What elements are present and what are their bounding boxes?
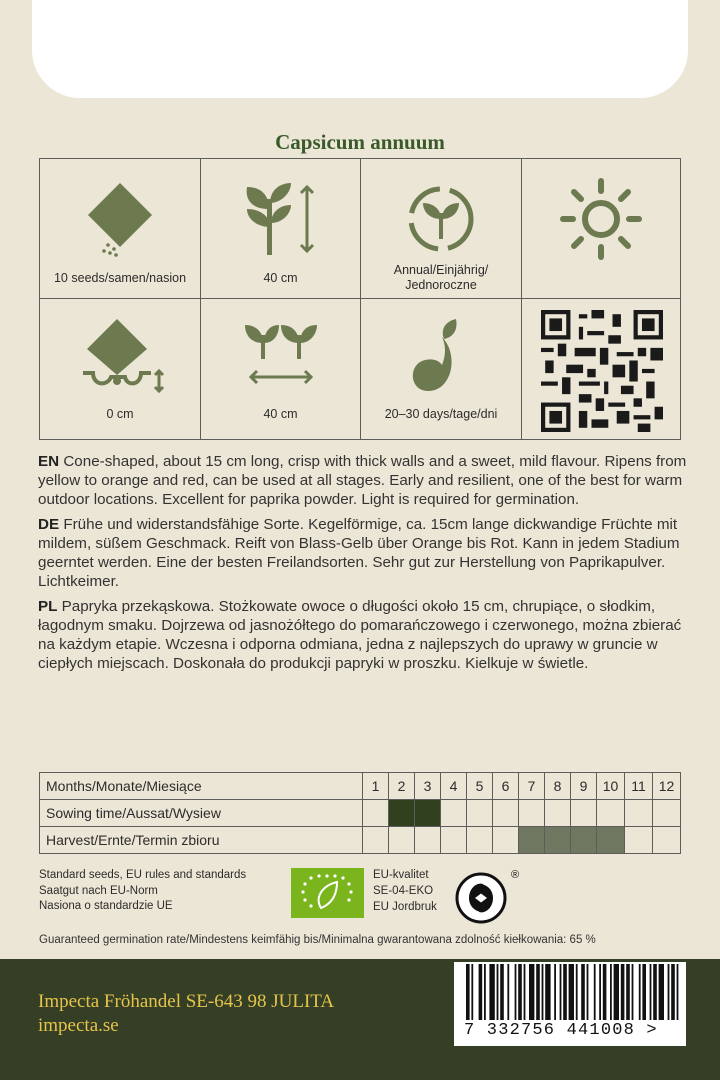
- harvest-cell: [493, 827, 519, 854]
- barcode-bar: [560, 964, 562, 1020]
- barcode-bar: [594, 964, 596, 1020]
- cell-spacing: [201, 299, 361, 439]
- month-cell: 2: [389, 773, 415, 800]
- green-dot-recycling-icon: [455, 866, 519, 924]
- sowing-cell: [389, 800, 415, 827]
- barcode-bar: [471, 964, 473, 1020]
- barcode-bar: [610, 964, 612, 1020]
- description-en: [38, 452, 688, 509]
- eko-line: SE-04-EKO: [373, 885, 434, 897]
- month-calendar: [39, 772, 681, 854]
- barcode-bar: [484, 964, 486, 1020]
- sowing-cell: [653, 800, 681, 827]
- barcode-bar: [536, 964, 540, 1020]
- barcode-bar: [529, 964, 534, 1020]
- month-cell: 7: [519, 773, 545, 800]
- lang-tag-de: DE: [38, 516, 60, 533]
- month-cell: 12: [653, 773, 681, 800]
- month-cell: 1: [363, 773, 389, 800]
- sowing-label: Sowing time/Aussat/Wysiew: [40, 800, 363, 827]
- harvest-cell: [415, 827, 441, 854]
- barcode-bar: [576, 964, 578, 1020]
- description-de-text: Frühe und widerstandsfähige Sorte. Kegelförmige, ca. 15cm lange dickwandige Früchte mit mildem, süßem Geschmack. Reift von Blass-Gelb über Orange bis Rot. Kann in jedem Stadium geerntet werden. Eine der besten Freilandsorten. Sehr gut zur Herstellung von Paprikapulver. Lichtkeimer.: [38, 516, 680, 590]
- barcode-bar: [587, 964, 589, 1020]
- species-name: Capsicum annuum: [275, 130, 445, 154]
- month-cell: 6: [493, 773, 519, 800]
- harvest-cell: [389, 827, 415, 854]
- harvest-cell: [653, 827, 681, 854]
- cell-seeds: [40, 159, 201, 299]
- sowing-depth-icon: [75, 315, 165, 395]
- barcode-bar: [639, 964, 641, 1020]
- barcode-bar: [632, 964, 634, 1020]
- seed-standards: [39, 868, 246, 915]
- barcode-bar: [581, 964, 585, 1020]
- barcode-bar: [642, 964, 646, 1020]
- barcode-bar: [515, 964, 517, 1020]
- barcode-bar: [621, 964, 625, 1020]
- barcode-bar: [659, 964, 664, 1020]
- sowing-cell: [415, 800, 441, 827]
- barcode-bar: [569, 964, 574, 1020]
- barcode-bar: [542, 964, 544, 1020]
- plant-spacing-icon: [239, 321, 323, 391]
- barcode-bar: [671, 964, 675, 1020]
- eko-line: EU-kvalitet: [373, 869, 429, 881]
- seed-packet-icon: [80, 179, 160, 259]
- depth-caption: 0 cm: [106, 407, 134, 421]
- month-cell: 5: [467, 773, 493, 800]
- month-cell: 10: [597, 773, 625, 800]
- qr-code-icon[interactable]: [541, 310, 663, 432]
- barcode-digits: 7 332756 441008 >: [464, 1021, 658, 1040]
- eu-organic-leaf-icon: [291, 868, 364, 918]
- barcode-bar: [500, 964, 504, 1020]
- sowing-cell: [545, 800, 571, 827]
- cell-depth: [40, 299, 201, 439]
- sowing-cell: [467, 800, 493, 827]
- barcode-bar: [479, 964, 483, 1020]
- harvest-cell: [519, 827, 545, 854]
- company-address: Impecta Fröhandel SE-643 98 JULITA: [38, 991, 335, 1012]
- description-pl: [38, 597, 688, 673]
- barcode-bar: [614, 964, 619, 1020]
- description-block: [38, 452, 688, 679]
- cell-sun: [522, 159, 680, 299]
- barcode-bar: [507, 964, 509, 1020]
- lang-tag-pl: PL: [38, 598, 58, 615]
- harvest-cell: [545, 827, 571, 854]
- barcode-bar: [518, 964, 522, 1020]
- harvest-cell: [625, 827, 653, 854]
- harvest-label: Harvest/Ernte/Termin zbioru: [40, 827, 363, 854]
- standards-line: Saatgut nach EU-Norm: [39, 884, 158, 897]
- eko-line: EU Jordbruk: [373, 901, 437, 913]
- cell-lifecycle: [361, 159, 522, 299]
- sowing-cell: [493, 800, 519, 827]
- barcode-bar: [466, 964, 470, 1020]
- barcode-bar: [524, 964, 526, 1020]
- spacing-caption: 40 cm: [263, 407, 298, 421]
- calendar-header-row: [40, 773, 681, 800]
- sowing-cell: [571, 800, 597, 827]
- company-website[interactable]: impecta.se: [38, 1015, 119, 1036]
- annual-cycle-icon: [401, 179, 481, 259]
- organic-certification: [373, 867, 437, 915]
- barcode-bar: [626, 964, 630, 1020]
- sun-icon: [559, 177, 643, 261]
- sowing-cell: [363, 800, 389, 827]
- standards-line: Nasiona o standardzie UE: [39, 900, 173, 912]
- month-cell: 11: [625, 773, 653, 800]
- seeds-caption: 10 seeds/samen/nasion: [53, 271, 187, 285]
- germination-caption: 20–30 days/tage/dni: [384, 407, 498, 421]
- standards-line: Standard seeds, EU rules and standards: [39, 869, 247, 881]
- barcode-bar: [554, 964, 556, 1020]
- barcode-bar: [545, 964, 550, 1020]
- months-header-label: Months/Monate/Miesiące: [40, 773, 363, 800]
- plant-height-icon: [241, 179, 321, 259]
- sowing-cell: [597, 800, 625, 827]
- sowing-cell: [519, 800, 545, 827]
- description-pl-text: Papryka przekąskowa. Stożkowate owoce o długości około 15 cm, chrupiące, o słodkim, łagodnym smaku. Dojrzewa od jasnożółtego do pomarańczowego i czerwonego, można zbierać na każdym etapie. Wczesna i odporna odmiana, jedna z najlepszych do uprawy w gruncie w ciepłych miejscach. Doskonała do produkcji papryki w proszku. Kielkuje w świetle.: [38, 598, 682, 672]
- registered-mark: ®: [511, 869, 519, 881]
- harvest-cell: [597, 827, 625, 854]
- sowing-cell: [625, 800, 653, 827]
- germination-icon: [406, 315, 476, 395]
- month-cell: 4: [441, 773, 467, 800]
- barcode-bar: [668, 964, 670, 1020]
- harvest-cell: [363, 827, 389, 854]
- sowing-cell: [441, 800, 467, 827]
- description-en-text: Cone-shaped, about 15 cm long, crisp with thick walls and a sweet, mild flavour. Ripens from yellow to orange and red, can be used at all stages. Early and resilient, one of the best for warm outdoor locations. Excellent for paprika powder. Light is required for germination.: [38, 453, 687, 508]
- sowing-row: [40, 800, 681, 827]
- barcode-bar: [599, 964, 601, 1020]
- barcode-bar: [650, 964, 652, 1020]
- month-cell: 8: [545, 773, 571, 800]
- barcode-bar: [603, 964, 607, 1020]
- month-cell: 3: [415, 773, 441, 800]
- hang-hole-cutout: [32, 0, 688, 98]
- harvest-cell: [467, 827, 493, 854]
- barcode-bar: [489, 964, 494, 1020]
- barcode-bar: [563, 964, 567, 1020]
- cell-germination: [361, 299, 522, 439]
- harvest-cell: [441, 827, 467, 854]
- barcode-bar: [653, 964, 657, 1020]
- company-info: [38, 990, 334, 1038]
- germination-rate: Guaranteed germination rate/Mindestens keimfähig bis/Minimalna gwarantowana zdolność kiełkowania: 65 %: [39, 934, 596, 946]
- lang-tag-en: EN: [38, 453, 60, 470]
- month-cell: 9: [571, 773, 597, 800]
- barcode-bar: [497, 964, 499, 1020]
- description-de: [38, 515, 688, 591]
- lifecycle-caption: Annual/Einjährig/ Jednoroczne: [393, 263, 489, 292]
- height-caption: 40 cm: [263, 271, 298, 285]
- barcode-bar: [677, 964, 679, 1020]
- barcode-bars: [454, 964, 686, 1020]
- harvest-cell: [571, 827, 597, 854]
- harvest-row: [40, 827, 681, 854]
- cell-height: [201, 159, 361, 299]
